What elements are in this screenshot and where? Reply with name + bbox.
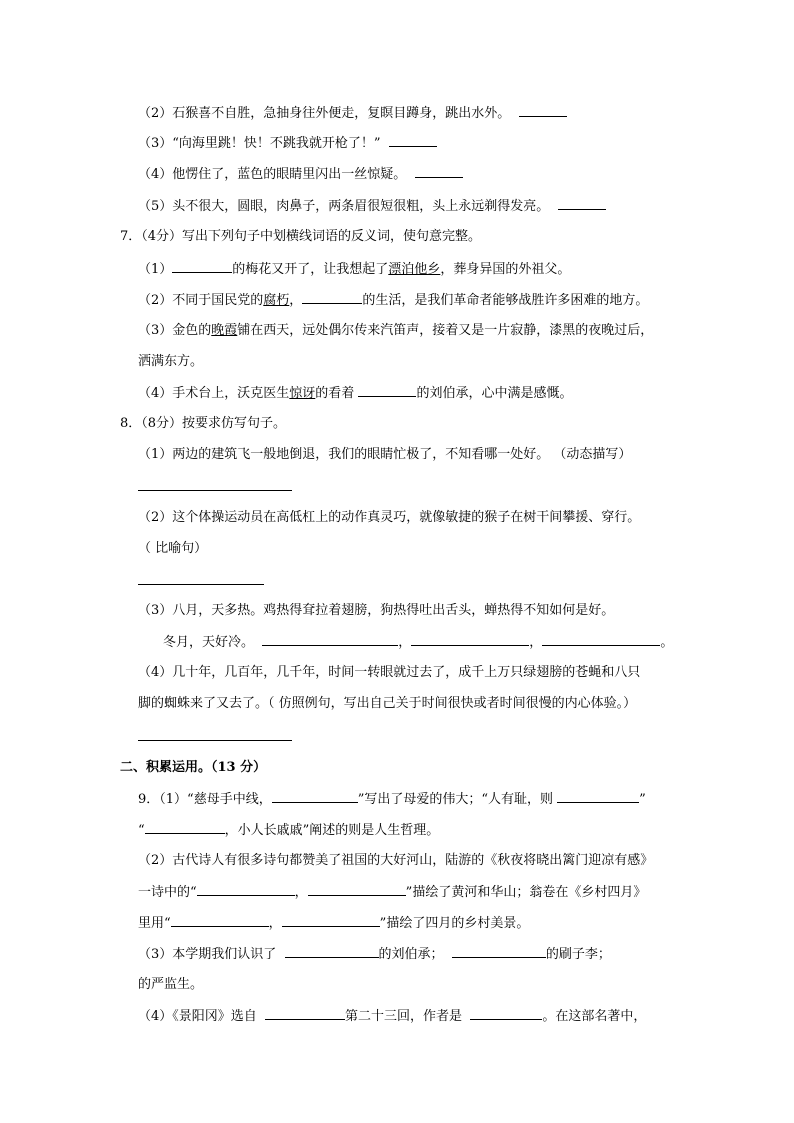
q8-item-2: （2）这个体操运动员在高低杠上的动作真灵巧，就像敏捷的猴子在树干间攀援、穿行。	[138, 510, 641, 525]
q9-line-1: 9．（1）“慈母手中线， ”写出了母爱的伟大；“人有耻，则 ”	[138, 789, 646, 810]
q9-line-5: 里用“ ， ”描绘了四月的乡村美景。	[138, 913, 529, 934]
answer-blank[interactable]	[272, 789, 358, 803]
q9-line-8: （4）《景阳冈》选自 第二十三回，作者是 。在这部名著中，	[138, 1006, 646, 1027]
q6-item-3: （3）“向海里跳！快！不跳我就开枪了！”	[138, 133, 437, 154]
answer-blank[interactable]	[470, 1006, 542, 1020]
answer-blank[interactable]	[282, 913, 380, 927]
answer-blank[interactable]	[519, 103, 567, 117]
q8-item-1: （1）两边的建筑飞一般地倒退，我们的眼睛忙极了，不知看哪一处好。 （动态描写）	[138, 447, 632, 462]
q8-item-2-hint: （ 比喻句）	[138, 541, 208, 556]
answer-line[interactable]	[138, 740, 292, 741]
q9-line-3: （2）古代诗人有很多诗句都赞美了祖国的大好河山，陆游的《秋夜将晓出篱门迎凉有感》	[138, 853, 654, 868]
q7-item-3-cont: 洒满东方。	[138, 354, 204, 369]
answer-blank[interactable]	[411, 632, 529, 646]
q9-line-6: （3）本学期我们认识了 的刘伯承； 的刷子李；	[138, 944, 611, 965]
q9-line-4: 一诗中的“ ， ”描绘了黄河和华山；翁卷在《乡村四月》	[138, 882, 646, 903]
answer-blank[interactable]	[171, 913, 269, 927]
answer-blank[interactable]	[415, 164, 463, 178]
answer-blank[interactable]	[145, 820, 225, 834]
answer-blank[interactable]	[389, 133, 437, 147]
q8-item-3: （3）八月，天多热。鸡热得耷拉着翅膀，狗热得吐出舌头，蝉热得不知如何是好。	[138, 603, 615, 618]
answer-blank[interactable]	[265, 1006, 345, 1020]
answer-blank[interactable]	[557, 789, 639, 803]
answer-blank[interactable]	[262, 632, 398, 646]
q7-item-1: （1） 的梅花又开了，让我想起了漂泊他乡，葬身异国的外祖父。	[138, 259, 570, 280]
answer-blank[interactable]	[558, 196, 606, 210]
answer-blank[interactable]	[172, 259, 232, 273]
section-heading: 二、积累运用。（13 分）	[120, 760, 267, 775]
answer-blank[interactable]	[197, 882, 295, 896]
q6-item-5: （5）头不很大，圆眼，肉鼻子，两条眉很短很粗，头上永远剃得发亮。	[138, 196, 606, 217]
answer-line[interactable]	[138, 584, 264, 585]
answer-blank[interactable]	[452, 944, 546, 958]
q8-item-4: （4）几十年，几百年，几千年，时间一转眼就过去了，成千上万只绿翅膀的苍蝇和八只	[138, 665, 641, 680]
q6-item-2: （2）石猴喜不自胜，急抽身往外便走，复瞑目蹲身，跳出水外。	[138, 103, 567, 124]
q8-title: 8．（8分）按要求仿写句子。	[120, 416, 287, 431]
q8-item-3-cont: 冬月，天好冷。 ， ， 。	[163, 632, 673, 653]
q6-item-4: （4）他愣住了，蓝色的眼睛里闪出一丝惊疑。	[138, 164, 463, 185]
answer-blank[interactable]	[285, 944, 379, 958]
answer-blank[interactable]	[302, 290, 362, 304]
answer-blank[interactable]	[542, 632, 660, 646]
q7-item-4: （4）手术台上，沃克医生惊讶的看着 的刘伯承，心中满是感慨。	[138, 383, 572, 404]
q8-item-4-cont: 脚的蜘蛛来了又去了。（ 仿照例句，写出自己关于时间很快或者时间很慢的内心体验。）	[138, 696, 637, 711]
q7-item-2: （2）不同于国民党的腐朽， 的生活，是我们革命者能够战胜许多困难的地方。	[138, 290, 648, 311]
q9-line-2: “ ，小人长戚戚”阐述的则是人生哲理。	[138, 820, 439, 841]
q7-title: 7．（4分）写出下列句子中划横线词语的反义词，使句意完整。	[120, 229, 482, 244]
answer-blank[interactable]	[358, 383, 416, 397]
answer-line[interactable]	[138, 490, 292, 491]
q9-line-7: 的严监生。	[138, 977, 204, 992]
q7-item-3: （3）金色的晚霞铺在西天，远处偶尔传来汽笛声，接着又是一片寂静，漆黑的夜晚过后，	[138, 323, 654, 338]
answer-blank[interactable]	[308, 882, 406, 896]
